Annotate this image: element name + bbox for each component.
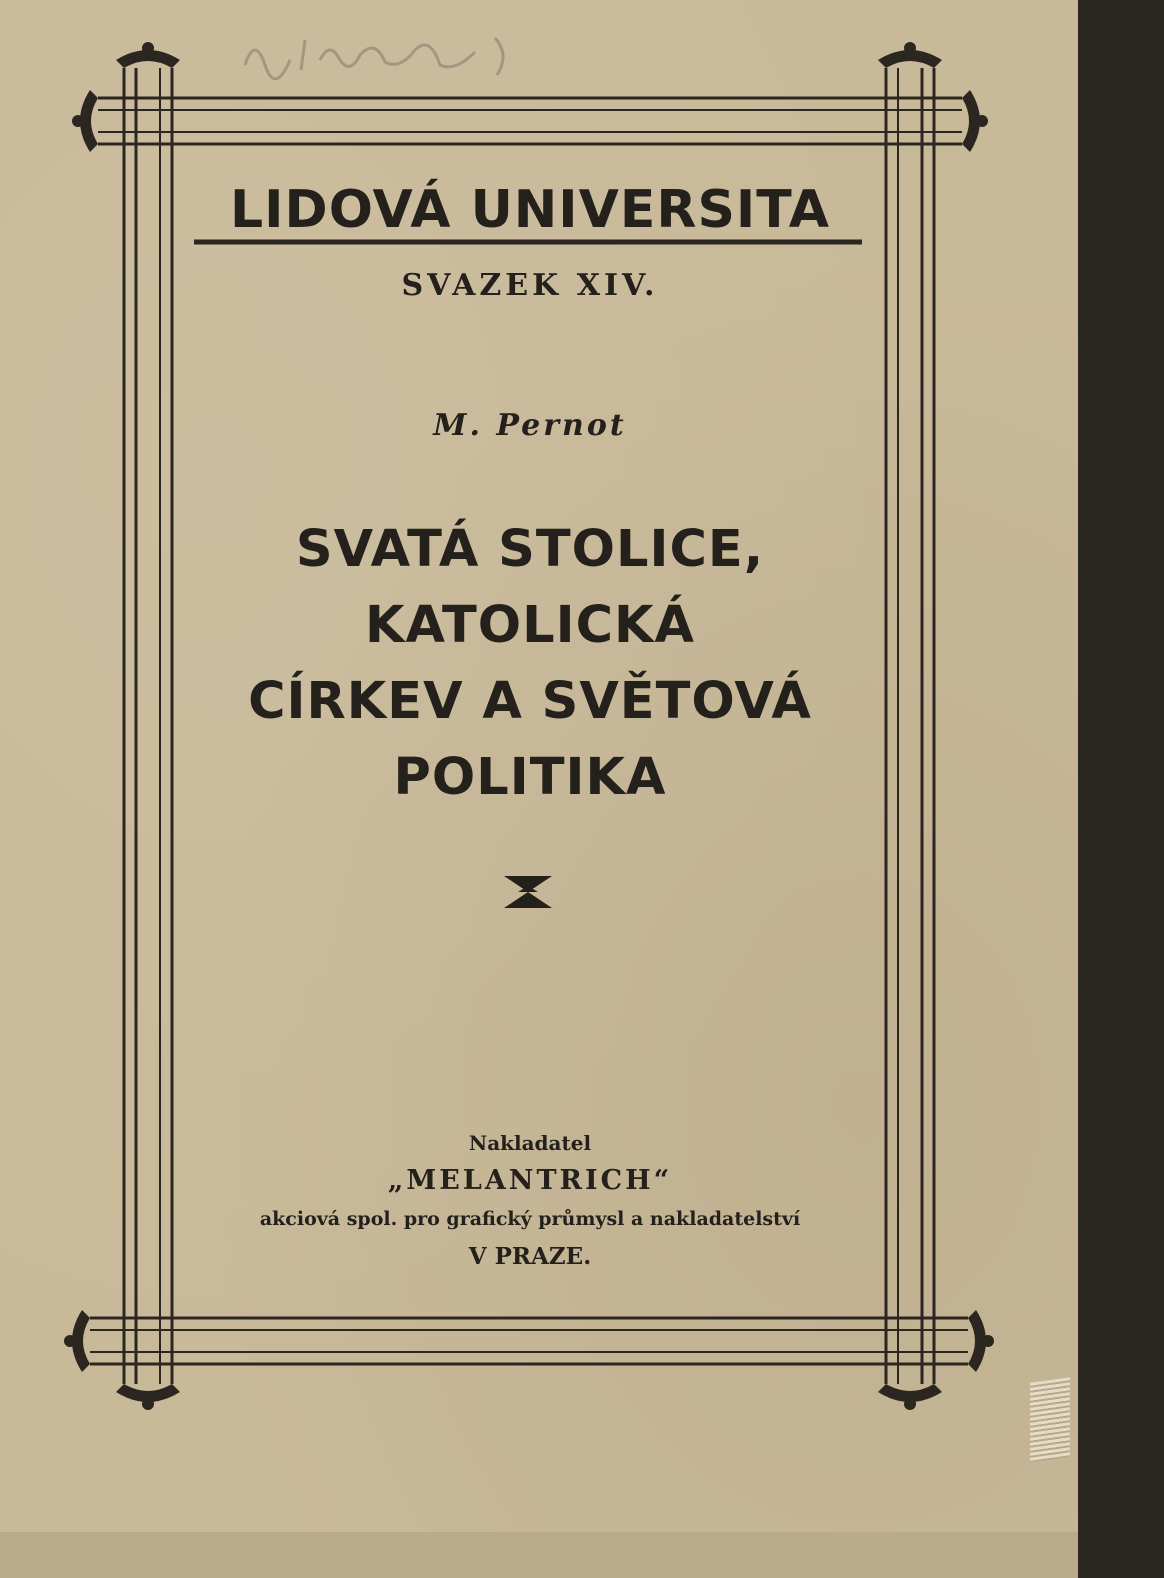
title-line: POLITIKA: [393, 748, 667, 807]
hourglass-ornament-icon: [504, 876, 552, 908]
author-name: M. Pernot: [433, 408, 627, 443]
title-line: KATOLICKÁ: [364, 596, 696, 655]
volume-number: SVAZEK XIV.: [401, 268, 659, 303]
publisher-name: „MELANTRICH“: [387, 1165, 673, 1196]
series-title: LIDOVÁ UNIVERSITA: [230, 180, 830, 240]
book-title: [190, 512, 870, 816]
publisher-description: akciová spol. pro grafický průmysl a nakladatelství: [259, 1208, 801, 1230]
title-line: CÍRKEV A SVĚTOVÁ: [248, 672, 812, 731]
title-line: SVATÁ STOLICE,: [295, 520, 765, 579]
publisher-city: V PRAZE.: [468, 1243, 592, 1270]
publisher-label: Nakladatel: [468, 1131, 592, 1155]
